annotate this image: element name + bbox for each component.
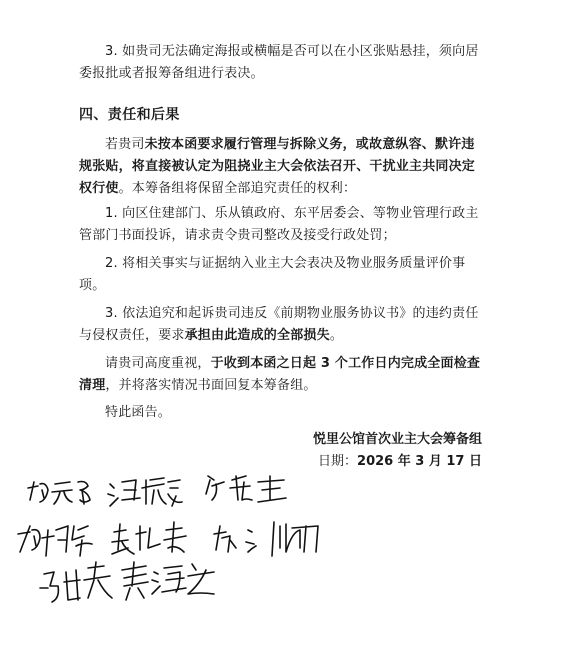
closing-suffix: ，并将落实情况书面回复本筹备组。 [105, 378, 317, 393]
list-item: 1. 向区住建部门、乐从镇政府、东平居委会、等物业管理行政主管部门书面投诉，请求责令贵司整改及接受行政处罚； [79, 206, 479, 243]
signature-2 [108, 478, 182, 506]
date-label: 日期： [318, 454, 358, 469]
section-paragraph [79, 134, 483, 200]
closing-paragraph [79, 353, 483, 397]
handwritten-signatures [0, 460, 561, 654]
signature-8 [122, 562, 214, 600]
signature-5 [112, 522, 186, 554]
closing-prefix: 请贵司高度重视， [105, 356, 211, 371]
para-bold: 未按本函要求履行管理与拆除义务，或故意纵容、默许违规张贴，将直接被认定为阻挠业主大会依法召开、干扰业主共同决定权行使 [79, 137, 476, 196]
item3-bold: 承担由此造成的全部损失 [184, 328, 330, 343]
section-heading: 四、责任和后果 [79, 107, 180, 123]
para-prefix: 若贵司 [105, 137, 145, 152]
list-item: 2. 将相关事实与证据纳入业主大会表决及物业服务质量评价事项。 [79, 256, 466, 293]
closing-bold: 于收到本函之日起 3 个工作日内完成全面检查清理 [79, 356, 481, 393]
date-value: 2026 年 3 月 17 日 [357, 454, 482, 469]
signature-6 [214, 522, 318, 556]
signature-4 [18, 526, 92, 556]
signature-7 [40, 562, 112, 602]
signature-3 [206, 476, 286, 502]
signature-1 [28, 482, 90, 505]
prev-item-3: 3. 如贵司无法确定海报或横幅是否可以在小区张贴悬挂，须向居委报批或者报筹备组进行表决。 [79, 44, 479, 81]
para-suffix: 。本筹备组将保留全部追究责任的权利： [118, 181, 357, 196]
list-item [79, 303, 483, 347]
item3-suffix: 。 [329, 328, 344, 343]
signatures-drawing [0, 460, 561, 654]
item3-prefix: 3. 依法追究和起诉贵司违反《前期物业服务协议书》的违约责任与侵权责任，要求 [79, 306, 479, 343]
org-name: 悦里公馆首次业主大会筹备组 [312, 432, 482, 447]
notice-text: 特此函告。 [105, 405, 172, 420]
